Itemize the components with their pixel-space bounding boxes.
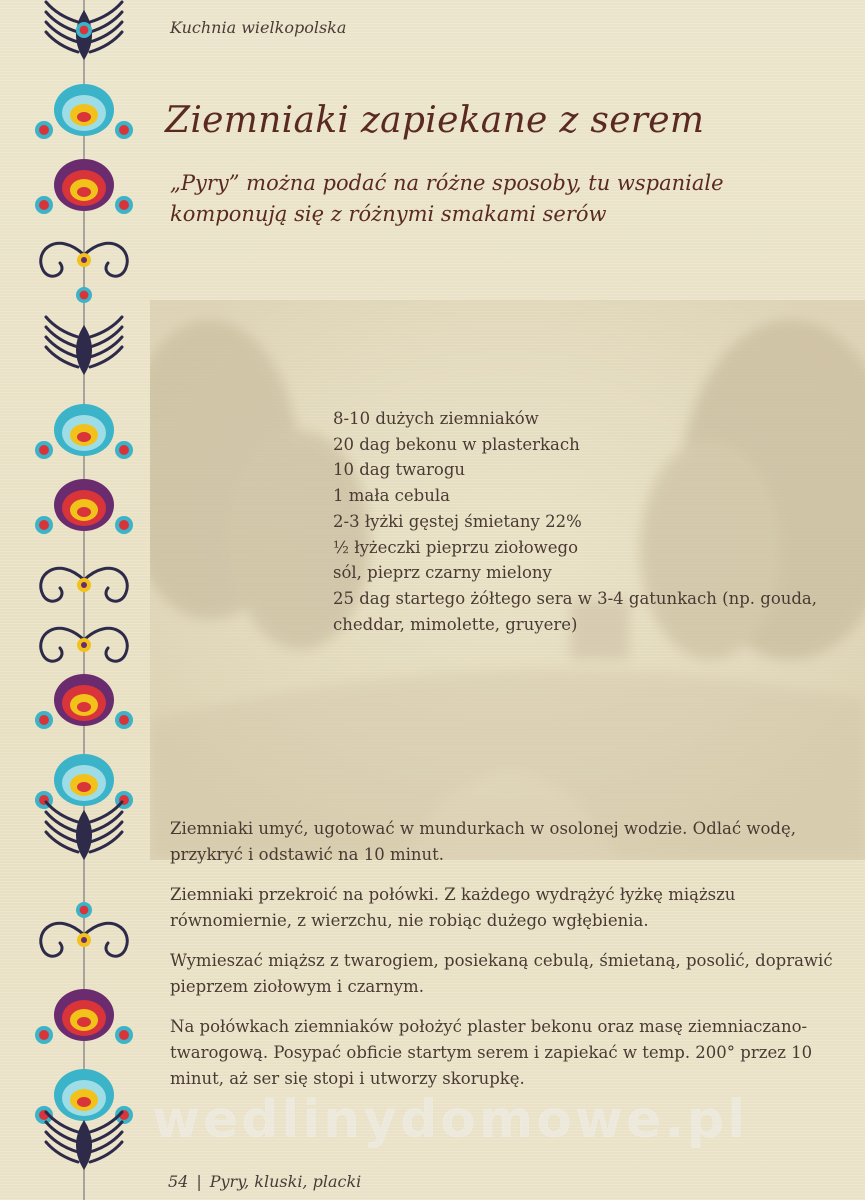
step-paragraph: Na połówkach ziemniaków położyć plaster bekonu oraz masę ziemniaczano-twarogową. Posypać obficie startym serem i zapiekać w temp. 200° przez 10 minut, aż ser się stopi i utworzy skorupkę. [170,1017,813,1088]
ingredient-item: 8-10 dużych ziemniaków [333,409,539,428]
step-paragraph: Wymieszać miąższ z twarogiem, posiekaną cebulą, śmietaną, posolić, doprawić pieprzem ziołowym i czarnym. [170,951,833,996]
ingredient-item: 2-3 łyżki gęstej śmietany 22% [333,511,582,531]
ingredient-item: ½ łyżeczki pieprzu ziołowego [333,537,579,557]
section-name: Pyry, kluski, placki [209,1172,362,1191]
ingredient-item: 10 dag twarogu [333,460,466,480]
chapter-kicker: Kuchnia wielkopolska [170,18,347,37]
page-footer [168,1172,361,1191]
ingredient-list [333,406,865,637]
folk-ornament-border [28,0,140,1200]
step-paragraph: Ziemniaki umyć, ugotować w mundurkach w osolonej wodzie. Odlać wodę, przykryć i odstawić na 10 minut. [170,819,796,864]
footer-separator: | [196,1172,202,1191]
ingredient-item: 25 dag startego żółtego sera w 3-4 gatunkach (np. gouda, cheddar, mimolette, gruyere) [333,588,818,634]
recipe-title: Ziemniaki zapiekane z serem [165,100,705,141]
watermark: wedlinydomowe.pl [151,1090,749,1150]
page-number: 54 [168,1172,189,1191]
ingredient-item: 20 dag bekonu w plasterkach [333,434,580,454]
step-paragraph: Ziemniaki przekroić na połówki. Z każdego wydrążyć łyżkę miąższu równomiernie, z wierzchu, nie robiąc dużego wgłębienia. [170,885,736,930]
preparation-steps [170,816,860,1106]
recipe-subtitle: „Pyry” można podać na różne sposoby, tu wspaniale komponują się z różnymi smakami serów [170,171,724,226]
ingredient-item: 1 mała cebula [333,486,450,506]
ingredient-item: sól, pieprz czarny mielony [333,563,552,583]
